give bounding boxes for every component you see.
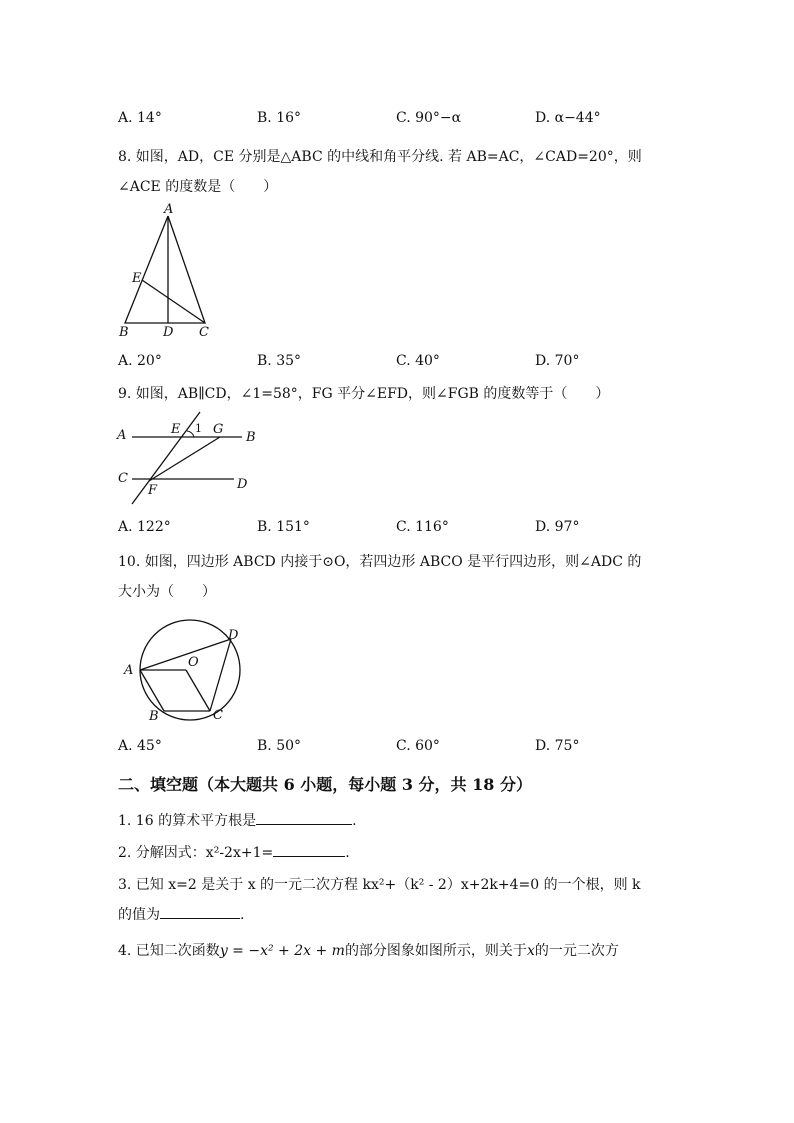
fill-q3-line2 (118, 904, 244, 924)
q8-options (118, 353, 678, 373)
q8-option-c[interactable]: C. 40° (396, 353, 440, 369)
q10-segment-oc (186, 670, 210, 711)
fill-q3-period: . (240, 907, 245, 923)
fill-q4-line1 (118, 940, 619, 960)
q7-option-a[interactable]: A. 14° (118, 110, 162, 126)
q9-option-d[interactable]: D. 97° (535, 519, 580, 535)
fill-q1-blank[interactable] (256, 810, 352, 825)
q9-label-e: E (171, 422, 181, 437)
q8-label-e: E (132, 271, 142, 286)
q10-label-a: A (124, 663, 134, 678)
fill-q3-blank[interactable] (160, 904, 240, 919)
q9-label-f: F (148, 483, 158, 498)
fill-q3-line1: 3. 已知 x=2 是关于 x 的一元二次方程 kx²+（k² - 2）x+2k+4=0 的一个根，则 k (118, 877, 641, 893)
q8-option-a[interactable]: A. 20° (118, 353, 162, 369)
q9-bisector-fg (149, 437, 220, 481)
q7-options (118, 110, 678, 130)
q10-label-o: O (188, 655, 199, 670)
q9-option-c[interactable]: C. 116° (396, 519, 449, 535)
q9-options (118, 519, 678, 539)
fill-q1-text: 1. 16 的算术平方根是 (118, 813, 257, 829)
q10-chord-dc (210, 639, 231, 711)
q10-option-c[interactable]: C. 60° (396, 738, 440, 754)
q7-option-b[interactable]: B. 16° (257, 110, 302, 126)
q8-label-c: C (199, 325, 209, 340)
fill-q3-text: 的值为 (118, 907, 160, 923)
q9-angle-1-arc (187, 431, 194, 437)
q10-label-d: D (228, 628, 239, 643)
q8-triangle-figure (110, 200, 220, 345)
q10-option-b[interactable]: B. 50° (257, 738, 302, 754)
q9-stem-line1: 9. 如图，AB∥CD，∠1=58°，FG 平分∠EFD，则∠FGB 的度数等于（ ） (118, 386, 610, 402)
q8-stem-line1: 8. 如图，AD，CE 分别是△ABC 的中线和角平分线. 若 AB=AC，∠CAD=20°，则 (118, 149, 642, 165)
q10-stem-line2: 大小为（ ） (118, 584, 216, 600)
fill-q2-blank[interactable] (273, 842, 345, 857)
q10-option-a[interactable]: A. 45° (118, 738, 162, 754)
q9-label-d: D (237, 477, 248, 492)
q7-option-d[interactable]: D. α−44° (535, 110, 601, 126)
fill-q1 (118, 810, 357, 830)
fill-q4-text-pre: 4. 已知二次函数 (118, 943, 220, 959)
q10-option-d[interactable]: D. 75° (535, 738, 580, 754)
q7-option-c[interactable]: C. 90°−α (396, 110, 462, 126)
q9-option-a[interactable]: A. 122° (118, 519, 171, 535)
fill-q2-period: . (345, 845, 350, 861)
q10-label-b: B (149, 709, 159, 724)
q9-label-b: B (246, 430, 256, 445)
q9-transversal-ef (132, 412, 200, 504)
q9-label-g: G (213, 422, 224, 437)
q8-option-d[interactable]: D. 70° (535, 353, 580, 369)
q10-segment-ab (140, 670, 164, 711)
q9-parallel-lines-figure (112, 410, 262, 510)
q10-options (118, 738, 678, 758)
fill-q1-period: . (352, 813, 357, 829)
q8-bisector-ce (142, 280, 205, 323)
fill-q4-variable: x (526, 943, 535, 959)
fill-q2-text: 2. 分解因式：x²-2x+1= (118, 845, 274, 861)
q9-label-a: A (117, 428, 127, 443)
q8-label-a: A (164, 202, 174, 217)
q8-label-d: D (163, 325, 174, 340)
q8-option-b[interactable]: B. 35° (257, 353, 302, 369)
fill-q4-text-post: 的一元二次方 (534, 943, 619, 959)
fill-q2 (118, 842, 350, 862)
q10-stem-line1: 10. 如图，四边形 ABCD 内接于⊙O，若四边形 ABCO 是平行四边形，则∠ADC 的 (118, 554, 642, 570)
q10-circle-figure (120, 620, 250, 730)
q9-option-b[interactable]: B. 151° (257, 519, 310, 535)
fill-q4-text-mid: 的部分图象如图所示，则关于 (344, 943, 527, 959)
q8-stem-line2: ∠ACE 的度数是（ ） (118, 179, 278, 195)
q8-triangle-abc (125, 216, 205, 323)
section-fill-in-title: 二、填空题（本大题共 6 小题，每小题 3 分，共 18 分） (118, 775, 532, 794)
q9-label-c: C (118, 471, 128, 486)
q10-chord-ad (140, 639, 231, 670)
q8-label-b: B (119, 325, 129, 340)
q10-label-c: C (213, 708, 223, 723)
q9-label-1: 1 (195, 422, 202, 435)
fill-q4-equation: y = −x² + 2x + m (219, 943, 345, 959)
